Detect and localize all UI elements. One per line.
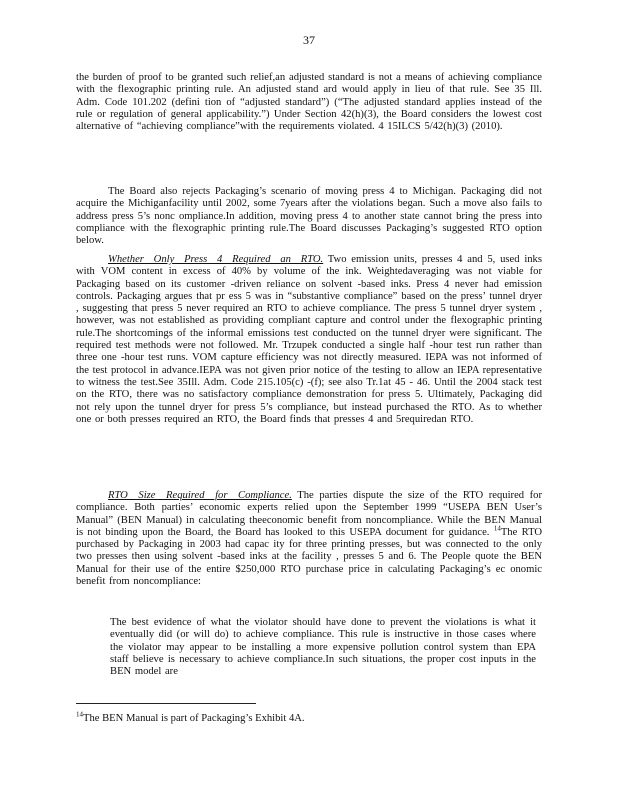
paragraph-michigan-scenario	[76, 186, 542, 247]
block-quote-text: The best evidence of what the violator should have done to prevent the violations is what it eventually did (or will do) to achieve compliance. This rule is instructive in those cases where the violator may appear to be installing a more expensive pollution control system than EPA staff believe is necessary to achieve compliance.In such situations, the proper cost inputs in the BEN model are	[110, 617, 536, 678]
footnote-marker: 14	[76, 710, 83, 719]
paragraph-burden-of-proof	[76, 72, 542, 133]
footnote	[76, 710, 542, 725]
paragraph-body: Two emission units, presses 4 and 5, used inks with VOM content in excess of 40% by volume of the ink. Weightedaveraging was not viable for Packaging based on its customer -driven reliance on solvent -based inks. Press 4 never had emission controls. Packaging argues that pr ess 5 was in “substantive compliance” based on the press’ tunnel dryer , suggesting that press 5 never required an RTO to achieve compliance. The press 5 tunnel dryer system , however, was not established as providing compliant capture and control under the flexographic printing rule.The shortcomings of the informal emissions test conducted on the tunnel dryer were significant. The required test methods were not followed. Mr. Trzupek conducted a single half -hour test run rather than three one -hour test runs. VOM capture efficiency was not directly measured. IEPA was not informed of the test protocol in advance.IEPA was not given prior notice of the testing to allow an IEPA representative to witness the test.See 35Ill. Adm. Code 215.105(c) -(f); see also Tr.1at 45 - 46. Until the 2004 stack test on the RTO, there was no satisfactory compliance demonstration for press 5. Ultimately, Packaging did not rely upon the tunnel dryer for press 5’s compliance, but instead purchased the RTO. As to whether one or both presses required an RTO, the Board finds that presses 4 and 5requiredan RTO.	[76, 254, 542, 425]
paragraph-body-continued: The RTO purchased by Packaging in 2003 had capac ity for three printing presses, but was connected to the only two presses then using solvent -based inks at the facility , presses 5 and 6. The People quote the BEN Manual for their use of the entire $250,000 RTO purchase price in calculating Packaging’s ec onomic benefit from noncompliance:	[76, 526, 543, 588]
footnote-reference: 14	[493, 524, 501, 533]
paragraph-text	[76, 490, 542, 588]
block-quote	[110, 617, 536, 678]
paragraph-rto-size	[76, 490, 542, 588]
section-heading: Whether Only Press 4 Required an RTO.	[108, 254, 324, 265]
paragraph-text	[76, 254, 542, 426]
paragraph-text: The Board also rejects Packaging’s scenario of moving press 4 to Michigan. Packaging did not acquire the Michiganfacility until 2002, some 7years after the violations began. Such a move also fails to address press 5’s nonc ompliance.In addition, moving press 4 to another state cannot bring the press into compliance with the flexographic printing rule.The Board discusses Packaging’s suggested RTO option below.	[76, 186, 542, 247]
paragraph-press-4-rto	[76, 254, 542, 426]
page-number: 37	[303, 33, 315, 47]
section-heading: RTO Size Required for Compliance.	[108, 490, 292, 501]
footnote-text: The BEN Manual is part of Packaging’s Exhibit 4A.	[83, 713, 305, 724]
paragraph-body: The parties dispute the size of the RTO required for compliance. Both parties’ economic experts relied upon the September 1999 “USEPA BEN User’s Manual” (BEN Manual) in calculating theeconomic benefit from noncompliance. While the BEN Manual is not binding upon the Board, the Board has looked to this USEPA document for guidance.	[76, 490, 543, 538]
paragraph-text: the burden of proof to be granted such relief,an adjusted standard is not a means of achieving compliance with the flexographic printing rule. An adjusted stand ard would apply in lieu of that rule. See 35 Ill. Adm. Code 101.202 (defini tion of “adjusted standard”) (“The adjusted standard applies instead of the rule or regulation of general applicability.”) Under Section 42(h)(3), the Board considers the lowest cost alternative of “achieving compliance”with the requirements violated. 4 15ILCS 5/42(h)(3) (2010).	[76, 72, 542, 133]
footnote-divider	[76, 703, 256, 704]
